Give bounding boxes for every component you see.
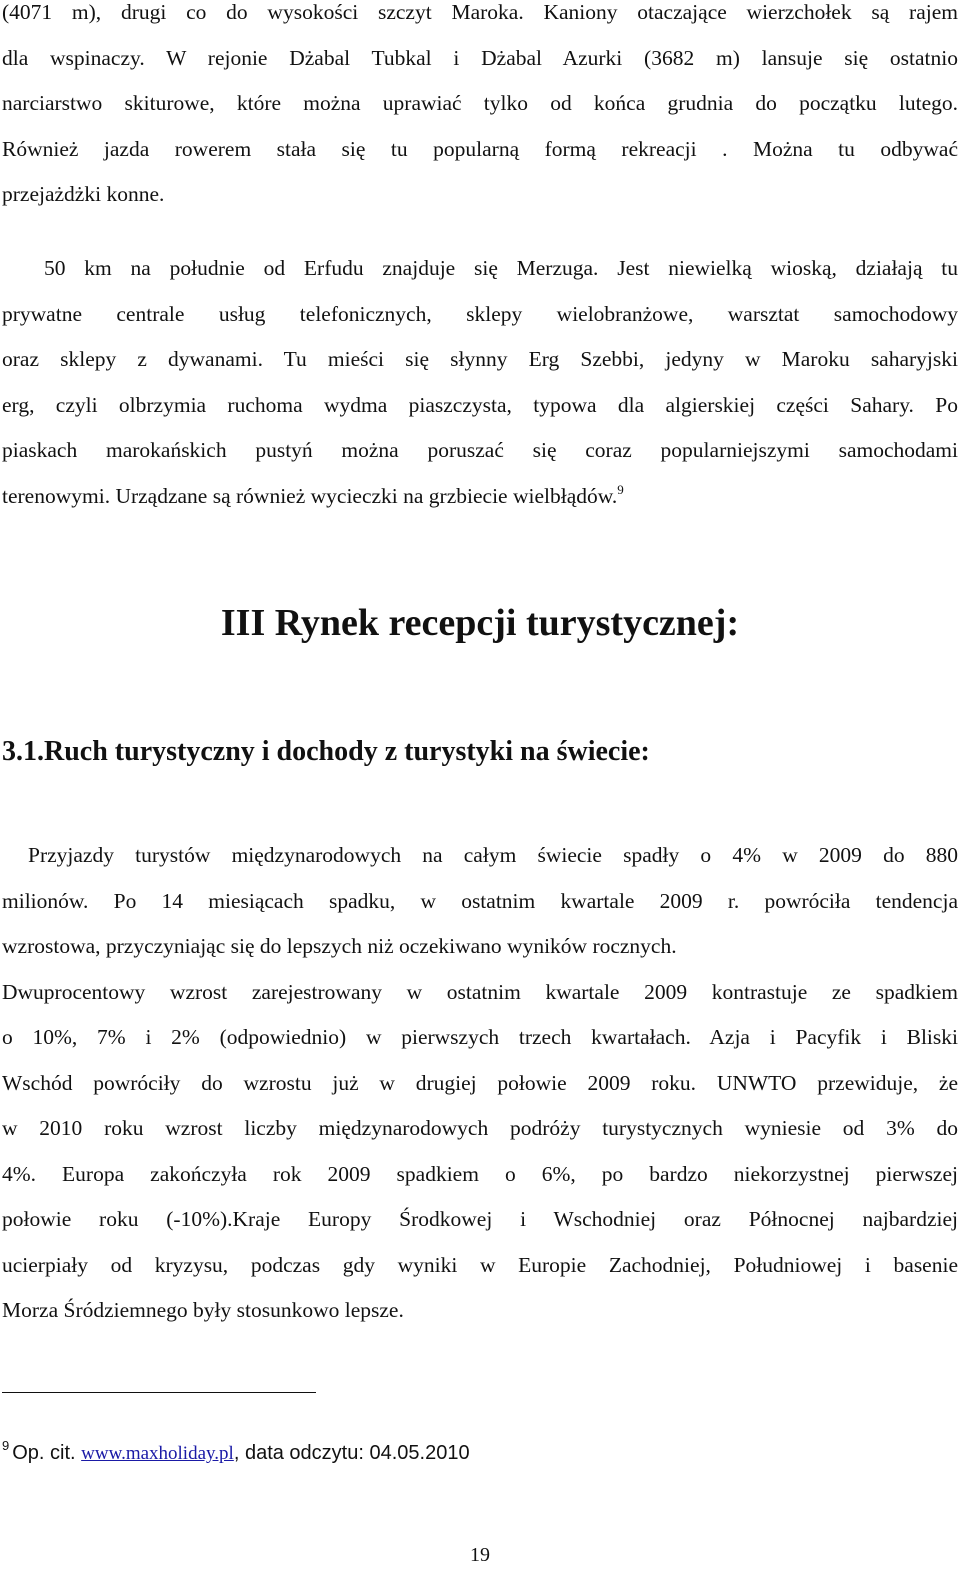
text-line: o 10%, 7% i 2% (odpowiednio) w pierwszych trzech kwartałach. Azja i Pacyfik i Bliski bbox=[2, 1025, 958, 1049]
section-title: 3.1.Ruch turystyczny i dochody z turystyki na świecie: bbox=[2, 736, 650, 767]
text-line: (4071 m), drugi co do wysokości szczyt Maroka. Kaniony otaczające wierzchołek są rajem bbox=[2, 0, 958, 24]
text-line: dla wspinaczy. W rejonie Dżabal Tubkal i Dżabal Azurki (3682 m) lansuje się ostatnio bbox=[2, 45, 958, 70]
text-line: piaskach marokańskich pustyń można poruszać się coraz popularniejszymi samochodami bbox=[2, 438, 958, 462]
footnote-suffix: , data odczytu: 04.05.2010 bbox=[233, 1442, 470, 1464]
text-line: w 2010 roku wzrost liczby międzynarodowych podróży turystycznych wyniesie od 3% do bbox=[2, 1116, 958, 1140]
footnote-link[interactable]: www.maxholiday.pl bbox=[81, 1443, 234, 1464]
text-line: Dwuprocentowy wzrost zarejestrowany w ostatnim kwartale 2009 kontrastuje ze spadkiem bbox=[2, 979, 958, 1004]
footnote-divider bbox=[2, 1392, 316, 1393]
paragraph-merzuga bbox=[2, 246, 958, 519]
text-line bbox=[2, 474, 958, 520]
text-line-content: terenowymi. Urządzane są również wycieczki na grzbiecie wielbłądów. bbox=[2, 483, 618, 508]
paragraph-tourism-statistics bbox=[2, 833, 958, 1334]
page-number: 19 bbox=[470, 1544, 490, 1566]
text-line: połowie roku (-10%).Kraje Europy Środkowej i Wschodniej oraz Północnej najbardziej bbox=[2, 1207, 958, 1231]
text-line: Morza Śródziemnego były stosunkowo lepsze. bbox=[2, 1298, 404, 1322]
text-line: wzrostowa, przyczyniając się do lepszych niż oczekiwano wyników rocznych. bbox=[2, 934, 677, 958]
text-line: narciarstwo skiturowe, które można uprawiać tylko od końca grudnia do początku lutego. bbox=[2, 91, 958, 115]
text-line: oraz sklepy z dywanami. Tu mieści się słynny Erg Szebbi, jedyny w Maroku saharyjski bbox=[2, 347, 958, 371]
text-line: milionów. Po 14 miesiącach spadku, w ostatnim kwartale 2009 r. powróciła tendencja bbox=[2, 888, 958, 913]
text-line: prywatne centrale usług telefonicznych, sklepy wielobranżowe, warsztat samochodowy bbox=[2, 301, 958, 326]
text-line: erg, czyli olbrzymia ruchoma wydma piaszczysta, typowa dla algierskiej części Sahary. Po bbox=[2, 392, 958, 417]
text-line: Wschód powróciły do wzrostu już w drugiej połowie 2009 roku. UNWTO przewiduje, że bbox=[2, 1070, 958, 1095]
text-line: 50 km na południe od Erfudu znajduje się Merzuga. Jest niewielką wioską, działają tu bbox=[44, 256, 958, 280]
text-line: ucierpiały od kryzysu, podczas gdy wyniki w Europie Zachodniej, Południowej i basenie bbox=[2, 1252, 958, 1277]
text-line: przejażdżki konne. bbox=[2, 182, 165, 206]
footnote-prefix: Op. cit. bbox=[12, 1442, 82, 1464]
paragraph-atlas-mountains bbox=[2, 0, 958, 218]
text-line: 4%. Europa zakończyła rok 2009 spadkiem o 6%, po bardzo niekorzystnej pierwszej bbox=[2, 1161, 958, 1186]
footnote bbox=[2, 1437, 470, 1470]
text-line: Przyjazdy turystów międzynarodowych na całym świecie spadły o 4% w 2009 do 880 bbox=[28, 843, 958, 867]
text-line: Również jazda rowerem stała się tu popularną formą rekreacji . Można tu odbywać bbox=[2, 136, 958, 161]
footnote-mark: 9 bbox=[2, 1438, 10, 1453]
footnote-reference[interactable]: 9 bbox=[617, 481, 624, 497]
chapter-title: III Rynek recepcji turystycznej: bbox=[220, 602, 740, 644]
